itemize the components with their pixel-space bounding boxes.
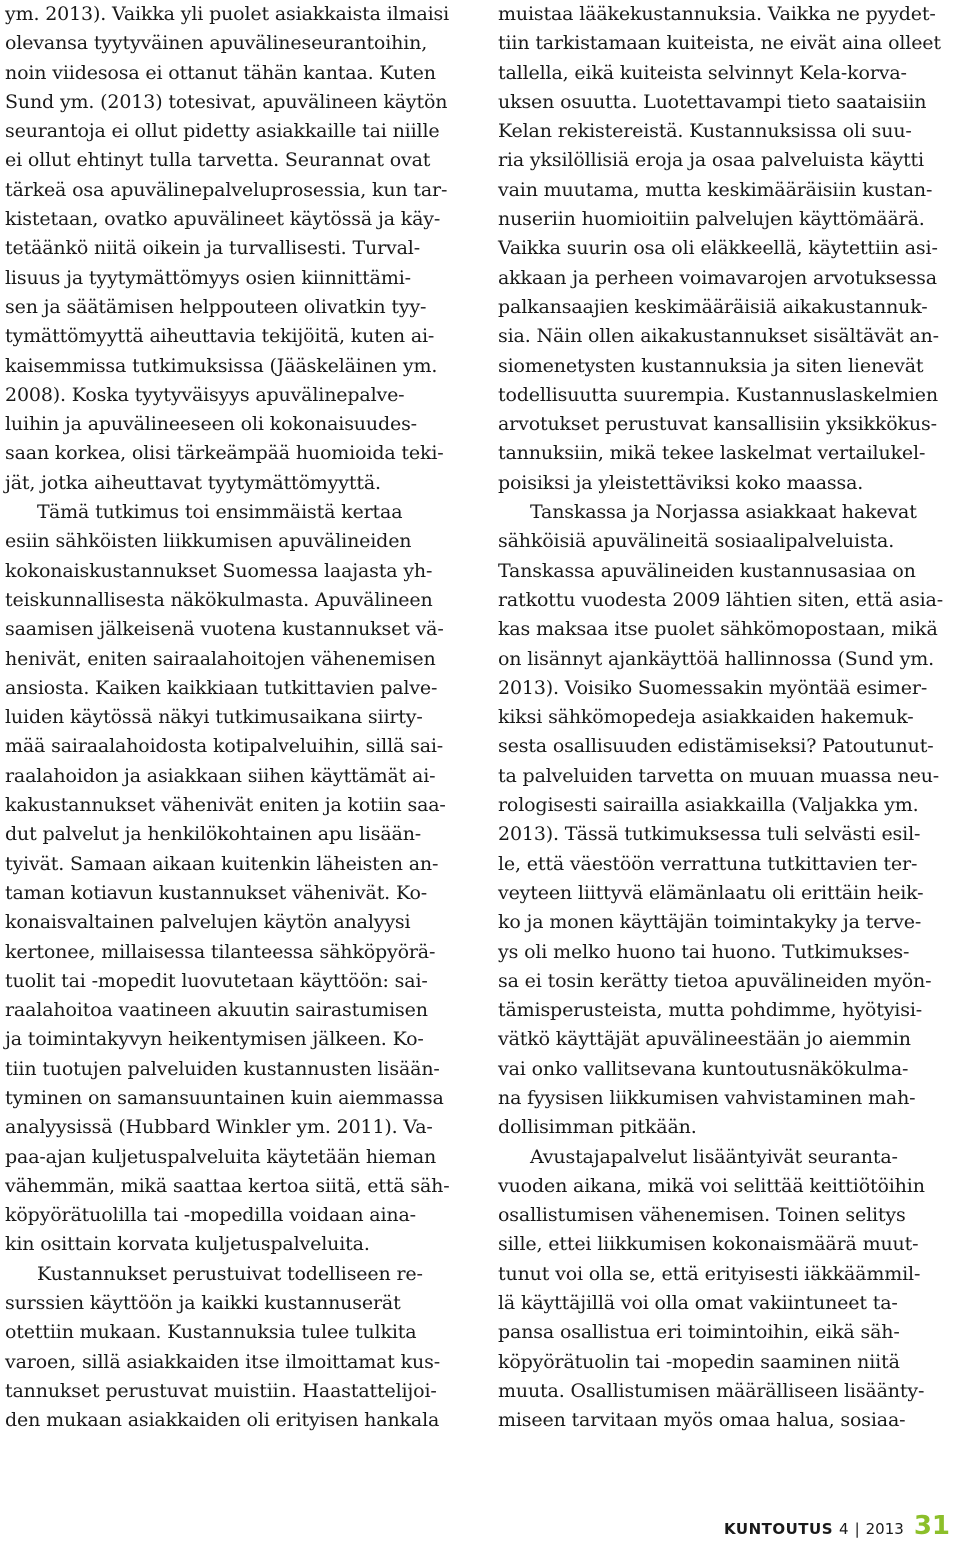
text-line: na fyysisen liikkumisen vahvistaminen mah- [498,1086,916,1109]
text-line: tämisperusteista, mutta pohdimme, hyötyisi- [498,999,923,1022]
text-line: sia. Näin ollen aikakustannukset sisältävät an- [498,325,939,348]
right-text-column [498,0,960,1436]
text-line: den mukaan asiakkaiden oli erityisen hankala [5,1409,440,1432]
text-line: varoen, sillä asiakkaiden itse ilmoittamat kus- [5,1350,441,1373]
text-line: paa-ajan kuljetuspalveluita käytetään hieman [5,1145,437,1168]
text-line: palkansaajien keskimääräisiä aikakustannuk- [498,295,928,318]
text-line: on lisännyt ajankäyttöä hallinnossa (Sund ym. [498,647,934,670]
text-line: uksen osuutta. Luotettavampi tieto saataisiin [498,90,927,113]
text-line: tiin tuotujen palveluiden kustannusten lisään- [5,1057,440,1080]
text-line: raalahoitoa vaatineen akuutin sairastumisen [5,999,428,1022]
page-footer [724,1511,950,1541]
text-line: kistetaan, ovatko apuvälineet käytössä ja käy- [5,208,441,231]
journal-name: KUNTOUTUS [724,1520,834,1538]
text-line: kakustannukset vähenivät eniten ja kotiin saa- [5,794,446,817]
text-line: kas maksaa itse puolet sähkömopostaan, mikä [498,618,938,641]
text-line: henivät, eniten sairaalahoitojen vähenemisen [5,647,436,670]
text-line: olevansa tyytyväinen apuvälineseurantoihin, [5,32,428,55]
footer-separator: | [854,1520,860,1538]
text-line: rologisesti sairailla asiakkailla (Valjakka ym. [498,794,919,817]
text-line: vain muutama, mutta keskimääräisiin kustan- [498,178,933,201]
text-line: tannuksiin, mikä tekee laskelmat vertailukel- [498,442,926,465]
text-line: nuseriin huomioitiin palvelujen käyttömäärä. [498,208,925,231]
text-line: veyteen liittyvä elämänlaatu oli erittäin heik- [498,881,924,904]
text-line: kin osittain korvata kuljetuspalveluita. [5,1233,370,1256]
text-line: vai onko vallitsevana kuntoutusnäkökulma- [498,1057,909,1080]
page-number: 31 [913,1511,950,1541]
text-line: Tämä tutkimus toi ensimmäistä kertaa [37,501,403,524]
text-line: esiin sähköisten liikkumisen apuvälineiden [5,530,412,553]
text-line: raalahoidon ja asiakkaan siihen käyttämät ai- [5,764,436,787]
text-line: kokonaiskustannukset Suomessa laajasta yh- [5,559,433,582]
text-line: surssien käyttöön ja kaikki kustannuserät [5,1292,401,1315]
text-line: tiin tarkistamaan kuiteista, ne eivät aina olleet [498,32,941,55]
text-line: mää sairaalahoidosta kotipalveluihin, sillä sai- [5,735,444,758]
text-line: kertonee, millaisessa tilanteessa sähköpyörä- [5,940,436,963]
text-line: Avustajapalvelut lisääntyivät seuranta- [530,1145,898,1168]
text-line: akkaan ja perheen voimavarojen arvotuksessa [498,266,937,289]
text-line: ko ja monen käyttäjän toimintakyky ja terve- [498,911,922,934]
text-line: siomenetysten kustannuksia ja siten lienevät [498,354,924,377]
text-line: analyysissä (Hubbard Winkler ym. 2011). Va- [5,1116,433,1139]
text-line: sille, ettei liikkumisen kokonaismäärä muut- [498,1233,919,1256]
text-line: lisuus ja tyytymättömyys osien kiinnittämi- [5,266,411,289]
text-line: ria yksilöllisiä eroja ja osaa palveluista käytti [498,149,924,172]
text-line: ratkottu vuodesta 2009 lähtien siten, että asia- [498,588,943,611]
text-line: le, että väestöön verrattuna tutkittavien ter- [498,852,918,875]
text-line: kaisemmissa tutkimuksissa (Jääskeläinen ym. [5,354,438,377]
text-line: kiksi sähkömopedeja asiakkaiden hakemuk- [498,706,914,729]
issue-year: 2013 [865,1520,904,1538]
text-line: 2008). Koska tyytyväisyys apuvälinepalve- [5,383,405,406]
text-line: Kelan rekistereistä. Kustannuksissa oli suu- [498,120,912,143]
text-line: Vaikka suurin osa oli eläkkeellä, käytettiin asi- [498,237,938,260]
text-line: ja toimintakyvyn heikentymisen jälkeen. Ko- [5,1028,424,1051]
text-line: teiskunnallisesta näkökulmasta. Apuvälineen [5,588,433,611]
text-line: dut palvelut ja henkilökohtainen apu lisään- [5,823,422,846]
text-line: poisiksi ja yleistettäviksi koko maassa. [498,471,864,494]
text-line: tunut voi olla se, että erityisesti iäkkäämmil- [498,1262,921,1285]
text-line: saan korkea, olisi tärkeämpää huomioida teki- [5,442,444,465]
text-line: taman kotiavun kustannukset vähenivät. Ko- [5,881,428,904]
text-line: muistaa lääkekustannuksia. Vaikka ne pyydet- [498,3,936,25]
text-line: tetäänkö niitä oikein ja turvallisesti. Turval- [5,237,420,260]
text-line: vuoden aikana, mikä voi selittää keittiötöihin [498,1174,925,1197]
text-line: pansa osallistua eri toimintoihin, eikä säh- [498,1321,900,1344]
text-line: ansiosta. Kaiken kaikkiaan tutkittavien palve- [5,676,438,699]
text-line: lä käyttäjillä voi olla omat vakiintuneet ta- [498,1292,898,1315]
text-line: sesta osallisuuden edistämiseksi? Patoutunut- [498,735,934,758]
text-line: tymättömyyttä aiheuttavia tekijöitä, kuten ai- [5,325,435,348]
text-line: ta palveluiden tarvetta on muuan muassa neu- [498,764,940,787]
text-line: ys oli melko huono tai huono. Tutkimukses- [498,940,910,963]
text-line: vätkö käyttäjät apuvälineestään jo aiemmin [498,1028,911,1051]
text-line: todellisuutta suurempia. Kustannuslaskelmien [498,383,938,406]
text-line: seurantoja ei ollut pidetty asiakkaille tai niille [5,120,440,143]
text-line: Kustannukset perustuivat todelliseen re- [37,1262,423,1285]
text-line: tyivät. Samaan aikaan kuitenkin läheisten an- [5,852,439,875]
text-line: konaisvaltainen palvelujen käytön analyysi [5,911,411,934]
text-line: osallistumisen vähenemisen. Toinen selitys [498,1204,906,1227]
text-line: noin viidesosa ei ottanut tähän kantaa. Kuten [5,61,436,84]
text-line: sen ja säätämisen helppouteen olivatkin tyy- [5,295,427,318]
text-line: tuolit tai -mopedit luovutetaan käyttöön: sai- [5,969,428,992]
left-text-column [5,0,468,1436]
text-line: 2013). Voisiko Suomessakin myöntää esimer- [498,676,928,699]
text-line: miseen tarvitaan myös omaa halua, sosiaa- [498,1409,906,1432]
text-line: köpyörätuolin tai -mopedin saaminen niitä [498,1350,900,1373]
text-line: muuta. Osallistumisen määrälliseen lisäänty- [498,1379,925,1402]
text-line: 2013). Tässä tutkimuksessa tuli selvästi esil- [498,823,921,846]
text-line: Tanskassa apuvälineiden kustannusasiaa on [498,559,916,582]
text-line: sähköisiä apuvälineitä sosiaalipalveluista. [498,530,895,553]
text-line: otettiin mukaan. Kustannuksia tulee tulkita [5,1321,417,1344]
text-line: arvotukset perustuvat kansallisiin yksikkökus- [498,413,937,436]
text-line: jät, jotka aiheuttavat tyytymättömyyttä. [5,471,381,494]
text-line: tannukset perustuvat muistiin. Haastattelijoi- [5,1379,437,1402]
text-line: köpyörätuolilla tai -mopedilla voidaan aina- [5,1204,416,1227]
text-line: vähemmän, mikä saattaa kertoa siitä, että säh- [5,1174,450,1197]
text-line: tärkeä osa apuvälinepalveluprosessia, kun tar- [5,178,448,201]
text-line: Sund ym. (2013) totesivat, apuvälineen käytön [5,90,448,113]
text-line: tyminen on samansuuntainen kuin aiemmassa [5,1086,444,1109]
issue-number: 4 [839,1520,849,1538]
text-line: saamisen jälkeisenä vuotena kustannukset vä- [5,618,444,641]
text-line: ei ollut ehtinyt tulla tarvetta. Seurannat ovat [5,149,431,172]
text-line: dollisimman pitkään. [498,1116,697,1139]
text-line: luiden käytössä näkyi tutkimusaikana siirty- [5,706,423,729]
text-line: Tanskassa ja Norjassa asiakkaat hakevat [530,501,917,524]
text-line: tallella, eikä kuiteista selvinnyt Kela-korva- [498,61,907,84]
text-line: sa ei tosin kerätty tietoa apuvälineiden myön- [498,969,932,992]
text-line: luihin ja apuvälineeseen oli kokonaisuudes- [5,413,417,436]
text-line: ym. 2013). Vaikka yli puolet asiakkaista ilmaisi [5,3,450,25]
